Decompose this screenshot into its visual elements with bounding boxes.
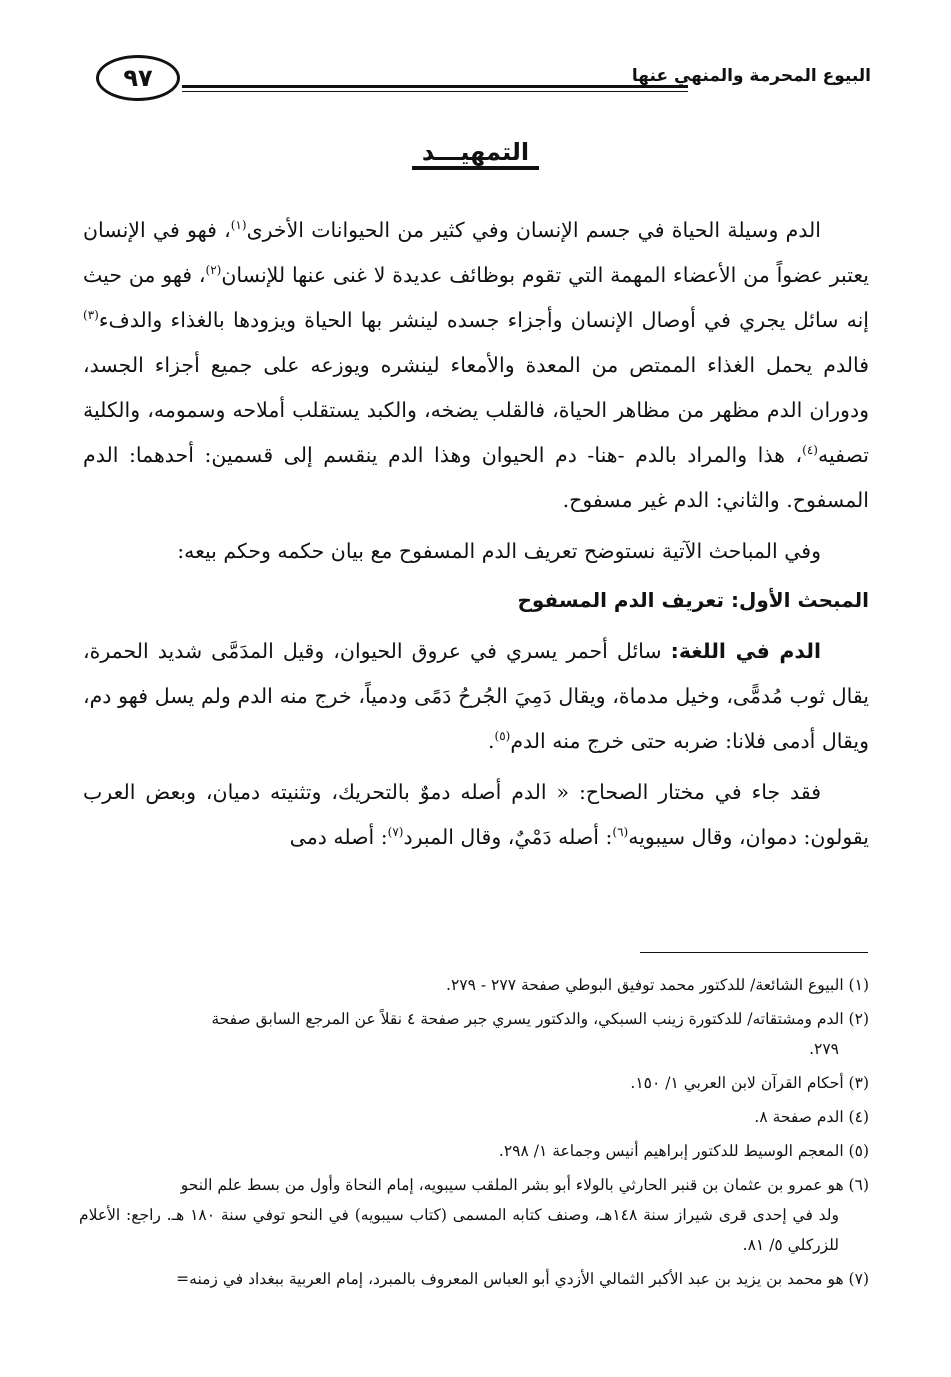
footnote-text: (٧) هو محمد بن يزيد بن عبد الأكبر الثمالي الأزدي أبو العباس المعروف بالمبرد، إمام العربية ببغداد في زمنه=	[176, 1270, 869, 1288]
footnote	[79, 1136, 869, 1166]
paragraph-3-text-b: .	[488, 729, 495, 753]
header-double-rule	[182, 85, 688, 92]
main-text	[83, 208, 869, 860]
paragraph-4-text-c: : أصله دمى	[289, 825, 388, 849]
paragraph-4-text-a: فقد جاء في مختار الصحاح: « الدم أصله دموٌ بالتحريك، وتثنيته دميان، وبعض العرب يقولون: دموان، وقال سيبويه	[83, 780, 869, 849]
footnote-ref-3: (٣)	[83, 308, 99, 323]
footnote-ref-6: (٦)	[612, 825, 629, 840]
footnote-ref-4: (٤)	[802, 443, 818, 458]
paragraph-1-text-d: فالدم يحمل الغذاء الممتص من المعدة والأمعاء لينشره ويوزعه على جميع أجزاء الجسد، ودوران الدم مظهر من مظاهر الحياة، فالقلب يضخه، والكبد يستقلب أملاحه وسمومه، والكلية تصفيه	[83, 353, 869, 467]
running-title: البيوع المحرمة والمنهي عنها	[631, 66, 871, 86]
footnote-ref-2: (٢)	[205, 263, 222, 278]
footnote-separator	[640, 952, 868, 953]
footnote	[79, 970, 869, 1000]
footnote-text: (١) البيوع الشائعة/ للدكتور محمد توفيق البوطي صفحة ٢٧٧ - ٢٧٩.	[446, 976, 869, 994]
paragraph-1-text-c: ، فهو من حيث إنه سائل يجري في أوصال الإنسان وأجزاء جسده لينشر بها الحياة ويزودها بالغذاء والدفء	[83, 263, 869, 332]
footnote-text: (٣) أحكام القرآن لابن العربي ١/ ١٥٠.	[630, 1074, 869, 1092]
footnote	[79, 1170, 869, 1260]
footnote-ref-1: (١)	[230, 218, 247, 233]
paragraph-3	[83, 629, 869, 764]
footnote	[79, 1004, 869, 1064]
paragraph-1-text-a: الدم وسيلة الحياة في جسم الإنسان وفي كثير من الحيوانات الأخرى	[246, 218, 821, 242]
footnote	[79, 1068, 869, 1098]
footnotes	[79, 970, 869, 1298]
section-title	[0, 138, 951, 166]
paragraph-2: وفي المباحث الآتية نستوضح تعريف الدم المسفوح مع بيان حكمه وحكم بيعه:	[177, 539, 821, 563]
subsection-heading: المبحث الأول: تعريف الدم المسفوح	[517, 588, 869, 612]
paragraph-1	[83, 208, 869, 523]
footnote-text: (٤) الدم صفحة ٨.	[754, 1108, 869, 1126]
paragraph-3-text-a: سائل أحمر يسري في عروق الحيوان، وقيل المدَمَّى شديد الحمرة، يقال ثوب مُدمًّى، وخيل مدماة، ويقال دَمِيَ الجُرحُ دَمًى ودمياً، خرج منه الدم ولم يسل فهو دم، ويقال أدمى فلانا: ضربه حتى خرج منه الدم	[83, 639, 869, 753]
paragraph-4-text-b: : أصله دَمْيٌ، وقال المبرد	[403, 825, 613, 849]
footnote	[79, 1102, 869, 1132]
footnote-text: (٥) المعجم الوسيط للدكتور إبراهيم أنيس وجماعة ١/ ٢٩٨.	[498, 1142, 869, 1160]
footnote-ref-7: (٧)	[387, 825, 404, 840]
paragraph-1-text-e: ، هذا والمراد بالدم -هنا- دم الحيوان وهذا الدم ينقسم إلى قسمين: أحدهما: الدم المسفوح. والثاني: الدم غير مسفوح.	[83, 443, 869, 512]
page-number-badge: ٩٧	[96, 55, 180, 101]
paragraph-4	[83, 770, 869, 860]
footnote-text: (٢) الدم ومشتقاته/ للدكتورة زينب السبكي، والدكتور يسري جبر صفحة ٤ نقلاً عن المرجع السابق صفحة	[211, 1010, 869, 1028]
footnote-text: (٦) هو عمرو بن عثمان بن قنبر الحارثي بالولاء أبو بشر الملقب سيبويه، إمام النحاة وأول من بسط علم النحو	[180, 1176, 869, 1194]
footnote-continuation: ولد في إحدى قرى شيراز سنة ١٤٨هـ، وصنف كتابه المسمى (كتاب سيبويه) في النحو توفي سنة ١٨٠ هـ. راجع: الأعلام للزركلي ٥/ ٨١.	[79, 1206, 839, 1254]
section-title-text: التمهيـــد	[412, 138, 539, 170]
footnote-ref-5: (٥)	[494, 729, 511, 744]
footnote	[79, 1264, 869, 1294]
paragraph-1-text-b: ، فهو في الإنسان يعتبر عضواً من الأعضاء المهمة التي تقوم بوظائف عديدة لا غنى عنها للإنسان	[83, 218, 869, 287]
running-header	[96, 52, 871, 108]
footnote-continuation: ٢٧٩.	[809, 1040, 839, 1058]
definition-lead: الدم في اللغة:	[670, 639, 821, 663]
